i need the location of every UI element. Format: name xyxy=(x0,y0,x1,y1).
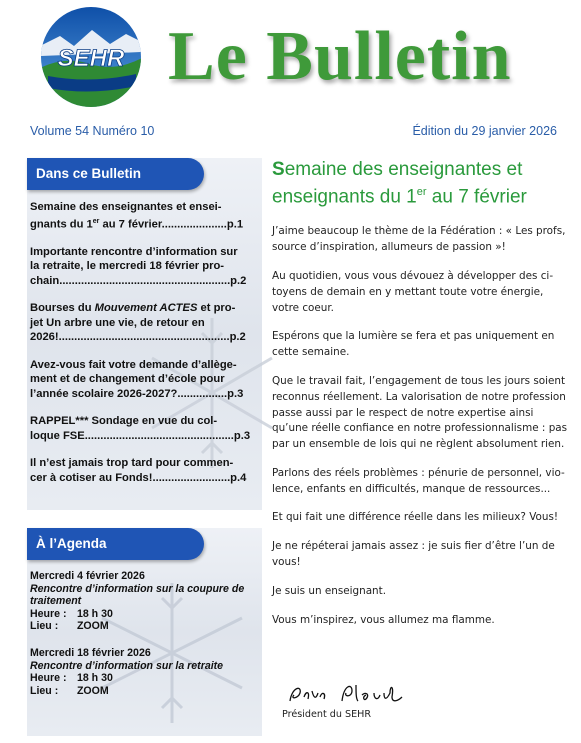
toc-item[interactable]: Avez-vous fait votre demande d’allège- ment et de changement d’école pour l’année scolaire 2026-2027?................p.3 xyxy=(30,358,244,400)
volume-number: Volume 54 Numéro 10 xyxy=(30,124,155,138)
toc-heading: Dans ce Bulletin xyxy=(27,158,204,190)
agenda-list xyxy=(27,560,262,697)
article-paragraph: Parlons des réels problèmes : pénurie de personnel, vio-lence, enfants en difficultés, manque de ressources... xyxy=(272,466,565,495)
toc-item[interactable]: Importante rencontre d’information sur la retraite, le mercredi 18 février pro- chain.......................................................p.2 xyxy=(30,245,247,287)
toc-panel xyxy=(27,158,262,510)
article-paragraph: Je suis un enseignant. xyxy=(272,584,387,597)
event-time: Heure : 18 h 30 xyxy=(30,672,113,685)
article-paragraph: Je ne répéterai jamais assez : je suis fier d’être l’un de vous! xyxy=(272,540,555,569)
article-paragraph: Et qui fait une différence réelle dans les milieux? Vous! xyxy=(272,511,559,524)
agenda-event xyxy=(30,570,252,633)
event-title: Rencontre d’information sur la retraite xyxy=(30,659,224,672)
agenda-panel xyxy=(27,528,262,736)
article xyxy=(272,158,572,641)
article-paragraph: Espérons que la lumière se fera et pas uniquement en cette semaine. xyxy=(272,330,555,359)
article-paragraph: J’aime beaucoup le thème de la Fédération : « Les profs, source d’inspiration, allumeurs de passion »! xyxy=(272,225,566,254)
event-date: Mercredi 18 février 2026 xyxy=(30,646,151,659)
event-place: Lieu : ZOOM xyxy=(30,620,109,633)
article-paragraph: Vous m’inspirez, vous allumez ma flamme. xyxy=(272,613,495,626)
article-headline: Semaine des enseignantes et enseignants du 1er au 7 février xyxy=(272,159,527,208)
logo-text: SEHR xyxy=(57,45,125,72)
event-time: Heure : 18 h 30 xyxy=(30,607,113,620)
toc-item[interactable]: Semaine des enseignantes et ensei- gnants du 1er au 7 février.....................p.1 xyxy=(30,201,244,231)
signer-title: Président du SEHR xyxy=(282,709,372,720)
event-date: Mercredi 4 février 2026 xyxy=(30,570,145,582)
article-paragraph: Au quotidien, vous vous dévouez à développer des ci-toyens de demain en y mettant toute votre énergie, votre coeur. xyxy=(272,269,554,314)
toc-item[interactable]: RAPPEL*** Sondage en vue du col- loque FSE................................................p.3 xyxy=(30,415,251,442)
sehr-logo xyxy=(40,6,142,108)
toc-list xyxy=(27,190,262,485)
toc-item[interactable]: Il n’est jamais trop tard pour commen- cer à cotiser au Fonds!.........................p.4 xyxy=(30,457,247,484)
signature xyxy=(286,679,426,709)
article-paragraph: Que le travail fait, l’engagement de tous les jours soient reconnus réellement. La valorisation de notre profession passe aussi par le respect de notre expertise ainsi qu’une réelle confiance en notre professionnalisme : pas par un ensemble de lois qui ne règlent absolument rien. xyxy=(272,374,568,451)
masthead-title: Le Bulletin xyxy=(168,18,512,95)
toc-item[interactable]: Bourses du Mouvement ACTES et pro- jet Un arbre une vie, de retour en 2026!.......................................................p.2 xyxy=(30,302,246,344)
event-place: Lieu : ZOOM xyxy=(30,684,109,697)
agenda-heading: À l’Agenda xyxy=(27,528,204,560)
event-title: Rencontre d’information sur la coupure de traitement xyxy=(30,582,245,608)
agenda-event xyxy=(30,647,252,697)
edition-date: Édition du 29 janvier 2026 xyxy=(412,124,557,138)
